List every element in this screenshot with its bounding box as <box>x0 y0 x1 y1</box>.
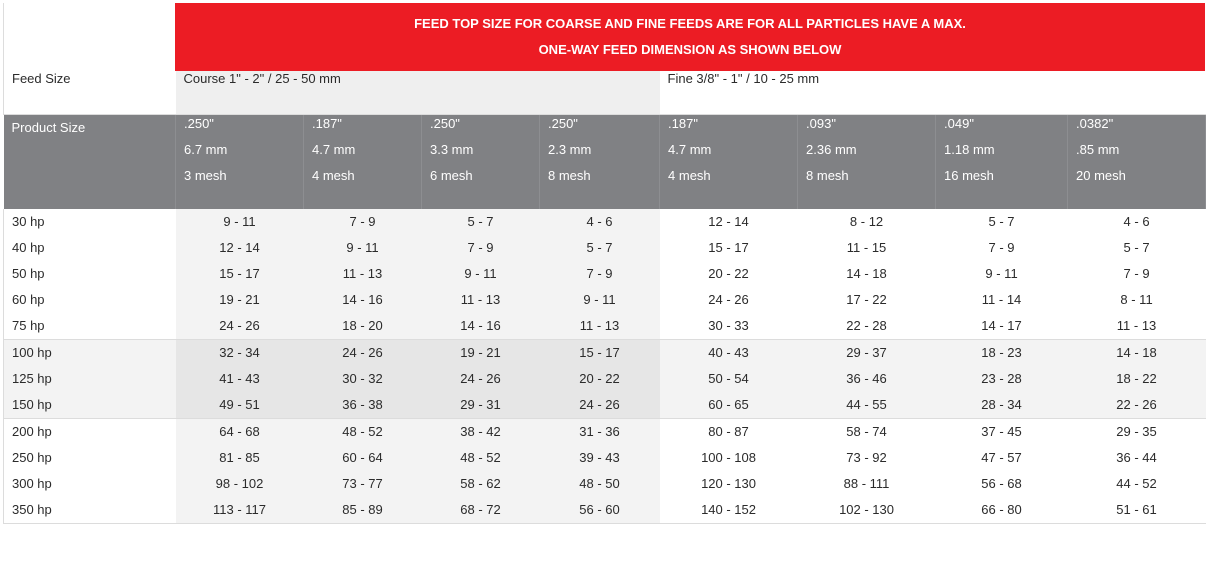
capacity-value: 5 - 7 <box>988 214 1015 229</box>
capacity-value: 12 - 14 <box>708 214 749 229</box>
capacity-cell <box>1068 419 1206 524</box>
product-size-inch: .049" <box>944 116 974 131</box>
capacity-value: 49 - 51 <box>219 397 260 412</box>
feed-size-label: Feed Size <box>4 71 176 115</box>
capacity-value: 31 - 36 <box>579 424 620 439</box>
capacity-value: 44 - 52 <box>1116 476 1157 491</box>
capacity-value: 11 - 13 <box>460 292 501 307</box>
fine-feed-size: Fine 3/8" - 1" / 10 - 25 mm <box>660 71 1206 115</box>
product-size-col <box>798 115 936 210</box>
hp-label: 200 hp <box>12 424 52 439</box>
capacity-value: 47 - 57 <box>981 450 1022 465</box>
capacity-value: 24 - 26 <box>342 345 383 360</box>
capacity-value: 9 - 11 <box>223 214 256 229</box>
capacity-cell <box>540 340 660 419</box>
hp-label: 40 hp <box>12 240 45 255</box>
capacity-value: 28 - 34 <box>981 397 1022 412</box>
capacity-cell <box>798 419 936 524</box>
product-size-col <box>540 115 660 210</box>
hp-groups <box>4 209 1206 524</box>
product-size-mm: 3.3 mm <box>430 142 474 157</box>
capacity-value: 9 - 11 <box>583 292 616 307</box>
product-size-mesh: 6 mesh <box>430 168 473 183</box>
product-size-mm: 2.3 mm <box>548 142 592 157</box>
product-size-mesh: 8 mesh <box>548 168 591 183</box>
capacity-value: 36 - 44 <box>1116 450 1157 465</box>
capacity-value: 15 - 17 <box>219 266 260 281</box>
coarse-feed-size: Course 1" - 2" / 25 - 50 mm <box>176 71 660 115</box>
capacity-cell <box>176 340 304 419</box>
capacity-value: 7 - 9 <box>467 240 494 255</box>
capacity-cell <box>176 419 304 524</box>
banner-line-2: ONE-WAY FEED DIMENSION AS SHOWN BELOW <box>538 42 842 57</box>
hp-label: 150 hp <box>12 397 52 412</box>
capacity-value: 56 - 68 <box>981 476 1022 491</box>
product-size-mm: 1.18 mm <box>944 142 995 157</box>
capacity-value: 9 - 11 <box>346 240 379 255</box>
hp-labels <box>4 419 176 524</box>
capacity-cell <box>304 209 422 340</box>
capacity-value: 20 - 22 <box>579 371 620 386</box>
capacity-value: 24 - 26 <box>219 318 260 333</box>
capacity-value: 7 - 9 <box>586 266 613 281</box>
capacity-value: 30 - 32 <box>342 371 383 386</box>
capacity-value: 80 - 87 <box>708 424 749 439</box>
capacity-value: 68 - 72 <box>460 502 501 517</box>
capacity-value: 60 - 64 <box>342 450 383 465</box>
product-size-mesh: 3 mesh <box>184 168 227 183</box>
capacity-value: 15 - 17 <box>708 240 749 255</box>
capacity-cell <box>936 209 1068 340</box>
product-size-inch: .187" <box>312 116 342 131</box>
capacity-value: 14 - 16 <box>460 318 501 333</box>
product-size-inch: .093" <box>806 116 836 131</box>
capacity-value: 56 - 60 <box>579 502 620 517</box>
capacity-value: 32 - 34 <box>219 345 260 360</box>
capacity-value: 8 - 11 <box>1120 292 1153 307</box>
capacity-value: 38 - 42 <box>460 424 501 439</box>
capacity-value: 15 - 17 <box>579 345 620 360</box>
capacity-value: 29 - 35 <box>1116 424 1157 439</box>
capacity-cell <box>798 340 936 419</box>
hp-labels <box>4 340 176 419</box>
capacity-value: 24 - 26 <box>708 292 749 307</box>
capacity-value: 44 - 55 <box>846 397 887 412</box>
capacity-value: 19 - 21 <box>460 345 501 360</box>
product-size-inch: .250" <box>430 116 460 131</box>
product-size-mesh: 20 mesh <box>1076 168 1126 183</box>
corner-cell <box>3 3 176 71</box>
capacity-value: 29 - 37 <box>846 345 887 360</box>
capacity-value: 36 - 38 <box>342 397 383 412</box>
capacity-value: 14 - 18 <box>1116 345 1157 360</box>
product-size-mm: 4.7 mm <box>312 142 356 157</box>
capacity-value: 5 - 7 <box>467 214 494 229</box>
product-size-label: Product Size <box>4 115 176 210</box>
capacity-value: 18 - 23 <box>981 345 1022 360</box>
product-size-col <box>936 115 1068 210</box>
capacity-value: 29 - 31 <box>460 397 501 412</box>
capacity-value: 41 - 43 <box>219 371 260 386</box>
product-size-col <box>660 115 798 210</box>
hp-label: 60 hp <box>12 292 45 307</box>
capacity-value: 18 - 20 <box>342 318 383 333</box>
capacity-value: 4 - 6 <box>586 214 613 229</box>
capacity-value: 66 - 80 <box>981 502 1022 517</box>
hp-label: 100 hp <box>12 345 52 360</box>
capacity-cell <box>660 419 798 524</box>
capacity-value: 17 - 22 <box>846 292 887 307</box>
capacity-value: 36 - 46 <box>846 371 887 386</box>
capacity-value: 4 - 6 <box>1123 214 1150 229</box>
capacity-value: 11 - 15 <box>846 240 887 255</box>
product-size-mm: 6.7 mm <box>184 142 228 157</box>
capacity-cell <box>176 209 304 340</box>
capacity-value: 9 - 11 <box>985 266 1018 281</box>
capacity-value: 24 - 26 <box>579 397 620 412</box>
capacity-value: 9 - 11 <box>464 266 497 281</box>
capacity-value: 11 - 13 <box>579 318 620 333</box>
capacity-value: 37 - 45 <box>981 424 1022 439</box>
product-size-inch: .187" <box>668 116 698 131</box>
capacity-cell <box>304 419 422 524</box>
hp-labels <box>4 209 176 340</box>
capacity-value: 24 - 26 <box>460 371 501 386</box>
capacity-value: 58 - 74 <box>846 424 887 439</box>
capacity-value: 5 - 7 <box>586 240 613 255</box>
product-size-row <box>4 115 1206 210</box>
capacity-cell <box>1068 209 1206 340</box>
capacity-table <box>3 71 1206 524</box>
capacity-value: 7 - 9 <box>988 240 1015 255</box>
capacity-value: 60 - 65 <box>708 397 749 412</box>
hp-group-row <box>4 209 1206 340</box>
capacity-cell <box>422 340 540 419</box>
capacity-value: 19 - 21 <box>219 292 260 307</box>
capacity-cell <box>660 209 798 340</box>
product-size-col <box>422 115 540 210</box>
capacity-value: 140 - 152 <box>701 502 756 517</box>
product-size-mm: 2.36 mm <box>806 142 857 157</box>
product-size-mm: .85 mm <box>1076 142 1120 157</box>
capacity-value: 48 - 52 <box>342 424 383 439</box>
capacity-cell <box>304 340 422 419</box>
product-size-mesh: 8 mesh <box>806 168 849 183</box>
feed-size-row <box>4 71 1206 115</box>
capacity-value: 88 - 111 <box>843 476 890 491</box>
capacity-value: 7 - 9 <box>349 214 376 229</box>
capacity-cell <box>540 209 660 340</box>
capacity-value: 11 - 14 <box>981 292 1022 307</box>
product-size-mesh: 16 mesh <box>944 168 994 183</box>
capacity-value: 73 - 77 <box>342 476 383 491</box>
capacity-value: 120 - 130 <box>701 476 756 491</box>
capacity-value: 39 - 43 <box>579 450 620 465</box>
capacity-value: 51 - 61 <box>1116 502 1157 517</box>
capacity-value: 22 - 28 <box>846 318 887 333</box>
capacity-cell <box>422 419 540 524</box>
capacity-value: 23 - 28 <box>981 371 1022 386</box>
product-size-col <box>176 115 304 210</box>
capacity-cell <box>798 209 936 340</box>
product-size-inch: .250" <box>184 116 214 131</box>
hp-group-row <box>4 340 1206 419</box>
product-size-mm: 4.7 mm <box>668 142 712 157</box>
capacity-value: 64 - 68 <box>219 424 260 439</box>
capacity-value: 18 - 22 <box>1116 371 1157 386</box>
hp-label: 30 hp <box>12 214 45 229</box>
hp-label: 250 hp <box>12 450 52 465</box>
hp-label: 125 hp <box>12 371 52 386</box>
capacity-value: 20 - 22 <box>708 266 749 281</box>
capacity-cell <box>540 419 660 524</box>
hp-label: 350 hp <box>12 502 52 517</box>
capacity-value: 58 - 62 <box>460 476 501 491</box>
capacity-value: 12 - 14 <box>219 240 260 255</box>
capacity-value: 11 - 13 <box>1116 318 1157 333</box>
capacity-value: 81 - 85 <box>219 450 260 465</box>
capacity-value: 48 - 52 <box>460 450 501 465</box>
capacity-value: 113 - 117 <box>212 502 266 517</box>
capacity-value: 50 - 54 <box>708 371 749 386</box>
capacity-value: 14 - 18 <box>846 266 887 281</box>
capacity-value: 48 - 50 <box>579 476 620 491</box>
capacity-cell <box>936 419 1068 524</box>
product-size-inch: .250" <box>548 116 578 131</box>
capacity-value: 85 - 89 <box>342 502 383 517</box>
product-size-inch: .0382" <box>1076 116 1114 131</box>
capacity-value: 98 - 102 <box>215 476 264 491</box>
capacity-value: 100 - 108 <box>701 450 756 465</box>
capacity-value: 22 - 26 <box>1116 397 1157 412</box>
product-size-col <box>304 115 422 210</box>
capacity-value: 40 - 43 <box>708 345 749 360</box>
product-size-mesh: 4 mesh <box>668 168 711 183</box>
capacity-cell <box>660 340 798 419</box>
hp-group-row <box>4 419 1206 524</box>
hp-label: 75 hp <box>12 318 45 333</box>
capacity-cell <box>936 340 1068 419</box>
capacity-value: 5 - 7 <box>1123 240 1150 255</box>
capacity-value: 30 - 33 <box>708 318 749 333</box>
capacity-value: 73 - 92 <box>846 450 887 465</box>
capacity-value: 102 - 130 <box>839 502 894 517</box>
hp-label: 300 hp <box>12 476 52 491</box>
capacity-cell <box>1068 340 1206 419</box>
product-size-col <box>1068 115 1206 210</box>
capacity-value: 14 - 17 <box>981 318 1022 333</box>
capacity-value: 14 - 16 <box>342 292 383 307</box>
product-size-mesh: 4 mesh <box>312 168 355 183</box>
capacity-value: 7 - 9 <box>1123 266 1150 281</box>
feed-top-size-banner <box>175 3 1205 71</box>
banner-line-1: FEED TOP SIZE FOR COARSE AND FINE FEEDS ARE FOR ALL PARTICLES HAVE A MAX. <box>414 16 966 31</box>
capacity-value: 11 - 13 <box>342 266 383 281</box>
capacity-value: 8 - 12 <box>849 214 884 229</box>
capacity-cell <box>422 209 540 340</box>
hp-label: 50 hp <box>12 266 45 281</box>
